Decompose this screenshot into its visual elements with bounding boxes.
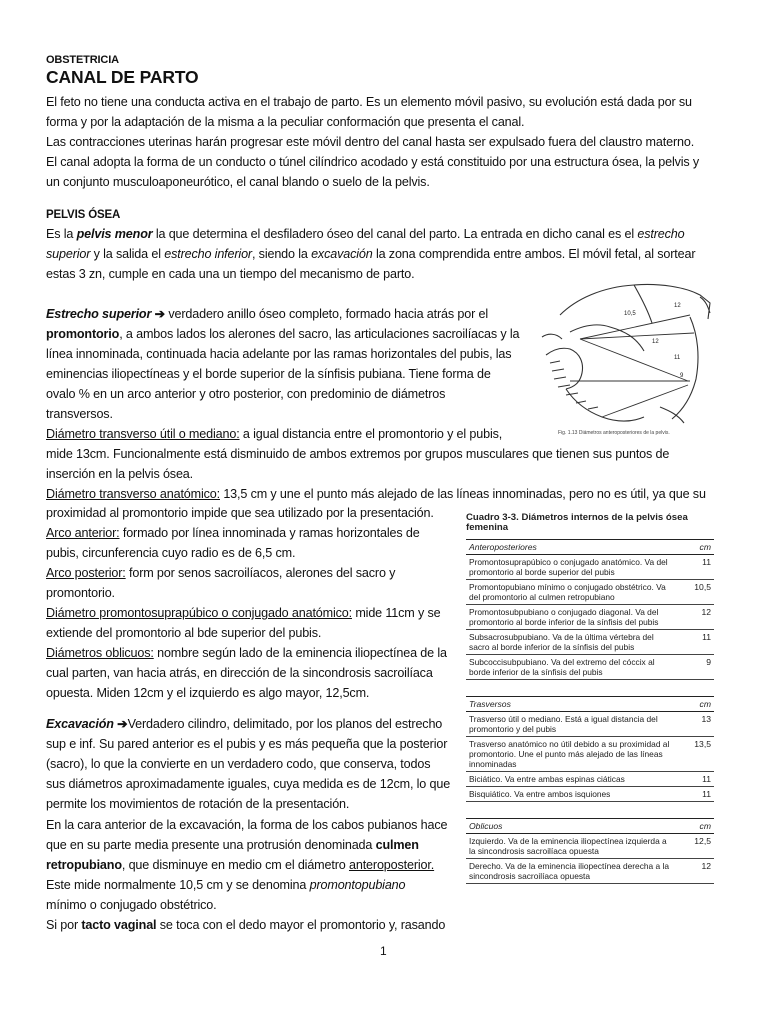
intro-line: un conjunto musculoaponeurótico, el canal blando o suelo de la pelvis. <box>46 175 430 189</box>
table-row: Subcoccisubpubiano. Va del extremo del cóccix al borde inferior de la sínfisis del pubis 9 <box>466 655 714 680</box>
figure-label: 12 <box>674 303 681 309</box>
estrecho-line: eminencias iliopectíneas y el borde superior de la sínfisis pubiana. Tiene forma de <box>46 367 491 381</box>
diameter-line-9 <box>602 385 688 417</box>
lumbar-contour <box>542 334 562 339</box>
excavacion-line: Excavación ➔Verdadero cilindro, delimitado, por los planos del estrecho <box>46 717 443 731</box>
intro-line: Las contracciones uterinas harán progresar este móvil dentro del canal hasta ser expulsado fuera del claustro materno. <box>46 135 695 149</box>
table-row: Promontopubiano mínimo o conjugado obstétrico. Va del promontorio al culmen retropubiano 10,5 <box>466 580 714 605</box>
table-row: Trasverso anatómico no útil debido a su proximidad al promontorio. Une el punto más alejado de las líneas innominadas 13,5 <box>466 737 714 772</box>
figure-caption: Fig. 1.13 Diámetros anteroposteriores de la pelvis. <box>558 430 670 436</box>
pelvis-line: superior y la salida el estrecho inferior, siendo la excavación la zona comprendida entre ambos. El móvil fetal, al sortear <box>46 247 696 261</box>
estrecho-line: transversos. <box>46 407 113 421</box>
table-row: Trasverso útil o mediano. Está a igual distancia del promontorio y del pubis 13 <box>466 712 714 737</box>
table-row: Biciático. Va entre ambas espinas ciáticas 11 <box>466 772 714 787</box>
pubic-ramus <box>660 407 684 423</box>
section-heading-pelvis: PELVIS ÓSEA <box>46 209 121 221</box>
table-section-header: Oblicuos cm <box>466 818 714 834</box>
ilium-inner-line <box>634 285 652 323</box>
table-title: Cuadro 3-3. Diámetros internos de la pelvis ósea femenina <box>466 512 688 533</box>
excavacion-line: En la cara anterior de la excavación, la forma de los cabos pubianos hace <box>46 818 448 832</box>
excavacion-line: sup e inf. Su pared anterior es el pubis y es más pequeña que la posterior <box>46 737 448 751</box>
table-row: Derecho. Va de la eminencia iliopectínea derecha a la sincondrosis sacroilíaca opuesta 12 <box>466 859 714 884</box>
diameters-table <box>466 513 714 884</box>
intro-line: El feto no tiene una conducta activa en el trabajo de parto. Es un elemento móvil pasivo, su evolución está dada por su <box>46 95 692 109</box>
diameter-line: Diámetros oblicuos: nombre según lado de la eminencia iliopectínea de la <box>46 646 447 660</box>
table-row: Promontosubpubiano o conjugado diagonal. Va del promontorio al borde inferior de la sínfisis del pubis 12 <box>466 605 714 630</box>
diameter-line-10-5 <box>580 333 694 339</box>
diameter-line: Arco anterior: formado por línea innominada y ramas horizontales de <box>46 526 420 540</box>
excavacion-line: retropubiano, que disminuye en medio cm el diámetro anteroposterior. <box>46 858 435 872</box>
table-row: Subsacrosubpubiano. Va de la última vértebra del sacro al borde inferior de la sínfisis del pubis 11 <box>466 630 714 655</box>
table-section-anteroposteriores <box>466 539 714 680</box>
figure-label: 12 <box>652 339 659 345</box>
table-row: Promontosuprapúbico o conjugado anatómico. Va del promontorio al borde superior del pubis 11 <box>466 555 714 580</box>
diameter-line: cual parten, van hacia atrás, en dirección de la sincondrosis sacroilíaca <box>46 666 433 680</box>
diameter-line: proximidad al promontorio impide que sea utilizado por la presentación. <box>46 506 434 520</box>
intro-line: El canal adopta la forma de un conducto o túnel cilíndrico acodado y está constituido por una estructura ósea, la pelvis y <box>46 155 700 169</box>
table-section-oblicuos <box>466 818 714 884</box>
sacrum-contour <box>546 348 583 389</box>
diameter-line: Diámetro transverso anatómico: 13,5 cm y une el punto más alejado de las líneas innominadas, pero no es útil, ya que su <box>46 487 706 501</box>
excavacion-line: sus diámetros aproximadamente iguales, cuya medida es de 12cm, lo que <box>46 777 451 791</box>
table-section-header: Anteroposteriores cm <box>466 539 714 555</box>
intro-line: forma y por la adaptación de la misma a la peculiar conformación que presenta el canal. <box>46 115 525 129</box>
diameter-line: extiende del promontorio al bde superior del pubis. <box>46 626 322 640</box>
page-title: CANAL DE PARTO <box>46 67 199 87</box>
excavacion-line: (sacro), lo que la convierte en un verdadero codo, que conserva, todos <box>46 757 431 771</box>
table-section-header: Trasversos cm <box>466 696 714 712</box>
page-number: 1 <box>380 944 387 958</box>
diameter-line: Diámetro transverso útil o mediano: a igual distancia entre el promontorio y el pubis, <box>46 427 503 441</box>
diameter-line: promontorio. <box>46 586 115 600</box>
excavacion-line: permite los movimientos de rotación de la presentación. <box>46 797 350 811</box>
figure-label: 10,5 <box>624 311 636 317</box>
pubis-contour <box>672 317 698 419</box>
diameter-line: Diámetro promontosuprapúbico o conjugado anatómico: mide 11cm y se <box>46 606 441 620</box>
diameter-line: pubis, circunferencia cuyo radio es de 6,5 cm. <box>46 546 296 560</box>
estrecho-line: Estrecho superior ➔ verdadero anillo óseo completo, formado hacia atrás por el <box>46 307 488 321</box>
table-row: Bisquiático. Va entre ambos isquiones 11 <box>466 787 714 802</box>
excavacion-line: que en su parte media presente una protrusión denominada culmen <box>46 838 419 852</box>
pelvis-diagram-svg <box>540 277 718 439</box>
table-row: Izquierdo. Va de la eminencia iliopectínea izquierda a la sincondrosis sacroilíaca opuesta 12,5 <box>466 834 714 859</box>
estrecho-line: ovalo % en un arco anterior y otro posterior, con predominio de diámetros <box>46 387 446 401</box>
table-section-trasversos <box>466 696 714 802</box>
diameter-line: inserción en la pelvis ósea. <box>46 467 194 481</box>
excavacion-line: mínimo o conjugado obstétrico. <box>46 898 217 912</box>
diameter-line-12 <box>580 339 688 381</box>
diameter-line-11 <box>580 315 690 339</box>
pelvis-line: estas 3 zn, cumple en cada una un tiempo del mecanismo de parto. <box>46 267 415 281</box>
diameter-line: Arco posterior: form por senos sacroilíacos, alerones del sacro y <box>46 566 396 580</box>
figure-label: 9 <box>680 373 684 379</box>
figure-label: 11 <box>674 355 681 361</box>
estrecho-line: línea innominada, continuada hacia adelante por las ramas horizontales del pubis, las <box>46 347 512 361</box>
diameter-line: opuesta. Miden 12cm y el izquierdo es algo mayor, 12,5cm. <box>46 686 370 700</box>
diameter-line: mide 13cm. Funcionalmente está disminuido de ambos extremos por grupos musculares que tienen sus puntos de <box>46 447 670 461</box>
estrecho-line: promontorio, a ambos lados los alerones del sacro, las articulaciones sacroilíacas y la <box>46 327 520 341</box>
subject-label: OBSTETRICIA <box>46 54 119 66</box>
excavacion-line: Si por tacto vaginal se toca con el dedo mayor el promontorio y, rasando <box>46 918 446 932</box>
pelvis-line: Es la pelvis menor la que determina el desfiladero óseo del canal del parto. La entrada en dicho canal es el estrecho <box>46 227 685 241</box>
pelvis-diagram <box>540 277 718 439</box>
excavacion-line: Este mide normalmente 10,5 cm y se denomina promontopubiano <box>46 878 406 892</box>
